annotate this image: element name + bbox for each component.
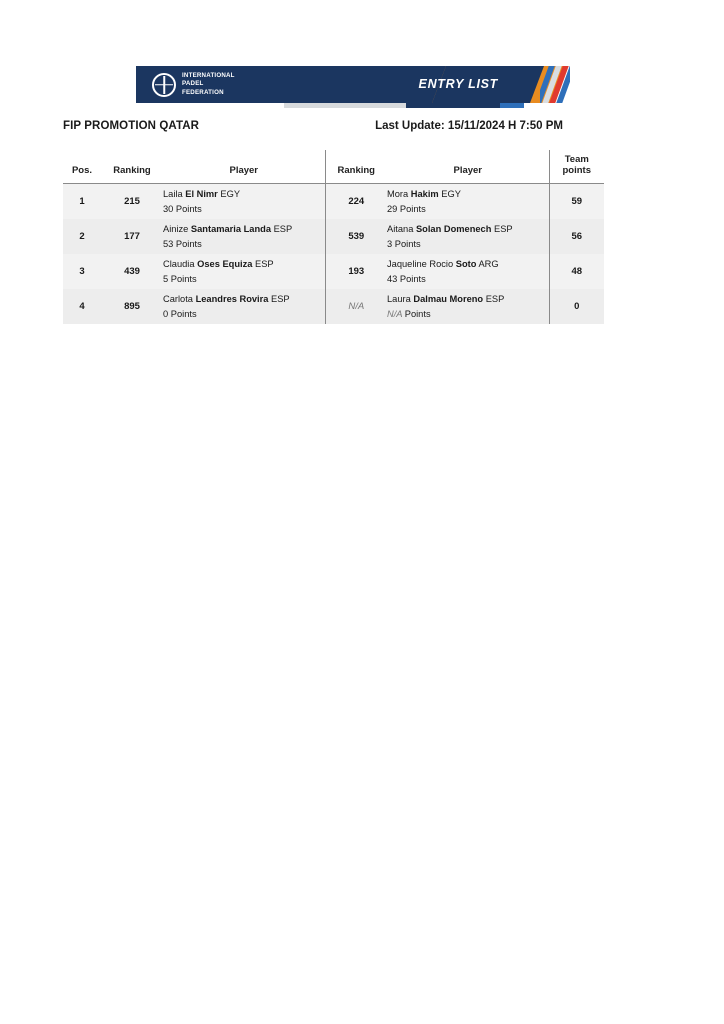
page-title: FIP PROMOTION QATAR <box>63 120 200 132</box>
row-ranking-player2: N/A <box>325 289 387 324</box>
row-ranking-player2: 224 <box>325 184 387 220</box>
player2-points: 3 Points <box>387 238 421 249</box>
ipf-logo <box>152 72 235 97</box>
player2-points-value: N/A <box>387 308 403 319</box>
row-player2 <box>387 254 549 289</box>
row-player1 <box>163 184 325 220</box>
title-row <box>63 120 563 132</box>
row-team-points: 56 <box>549 219 604 254</box>
entry-list-table <box>63 150 604 324</box>
player2-nationality: ESP <box>485 294 505 305</box>
player1-surname: Leandres Rovira <box>195 294 269 305</box>
row-position: 1 <box>79 196 85 207</box>
row-team-points: 48 <box>549 254 604 289</box>
player2-first-name: Jaqueline Rocio <box>387 259 454 270</box>
player2-name <box>387 257 549 271</box>
banner-underline <box>136 103 524 108</box>
table-row <box>63 219 604 254</box>
player2-name <box>387 187 549 201</box>
player2-points: 43 Points <box>387 273 426 284</box>
entry-list-table-wrapper <box>63 150 604 324</box>
globe-icon <box>152 73 176 97</box>
column-header-pos: Pos. <box>63 150 101 184</box>
player1-first-name: Laila <box>163 189 183 200</box>
player1-points: 5 Points <box>163 273 197 284</box>
column-header-player-2: Player <box>387 150 549 184</box>
row-player2 <box>387 289 549 324</box>
player2-nationality: ARG <box>478 259 499 270</box>
player1-surname: Oses Equiza <box>197 259 253 270</box>
row-team-points: 59 <box>549 184 604 220</box>
row-player1 <box>163 219 325 254</box>
entry-list-banner <box>136 66 524 110</box>
row-ranking-player1: 895 <box>124 301 140 312</box>
player2-points <box>387 307 549 321</box>
row-player2 <box>387 184 549 220</box>
ipf-logo-text <box>182 72 235 97</box>
player1-name <box>163 292 325 306</box>
table-header-row <box>63 150 604 184</box>
ipf-logo-line2: PADEL <box>182 80 204 88</box>
row-position: 3 <box>79 266 85 277</box>
table-row <box>63 289 604 324</box>
entry-list-label: ENTRY LIST <box>418 77 498 91</box>
player1-surname: Santamaria Landa <box>190 224 272 235</box>
row-team-points: 0 <box>549 289 604 324</box>
table-row <box>63 254 604 289</box>
player2-points: 29 Points <box>387 203 426 214</box>
team-points-line1: Team <box>564 154 589 165</box>
ipf-logo-line3: FEDERATION <box>182 88 224 96</box>
row-position: 4 <box>79 301 85 312</box>
table-row <box>63 184 604 220</box>
row-ranking-player1: 215 <box>124 196 140 207</box>
column-header-ranking-2: Ranking <box>325 150 387 184</box>
row-player1 <box>163 289 325 324</box>
player1-nationality: ESP <box>255 259 274 270</box>
player1-points: 53 Points <box>163 238 202 249</box>
player1-first-name: Claudia <box>163 259 195 270</box>
row-ranking-player1: 439 <box>124 266 140 277</box>
player2-nationality: ESP <box>494 224 513 235</box>
player2-nationality: EGY <box>441 189 461 200</box>
column-header-ranking-1: Ranking <box>101 150 163 184</box>
player1-surname: El Nimr <box>185 189 218 200</box>
player1-points: 0 Points <box>163 308 197 319</box>
row-player1 <box>163 254 325 289</box>
ipf-logo-line1: INTERNATIONAL <box>182 72 235 79</box>
player1-nationality: ESP <box>271 294 290 305</box>
player1-name <box>163 257 325 271</box>
player1-points: 30 Points <box>163 203 202 214</box>
player1-first-name: Ainize <box>163 224 189 235</box>
player2-name <box>387 222 549 236</box>
player2-first-name: Aitana <box>387 224 414 235</box>
player2-first-name: Laura <box>387 294 411 305</box>
player2-surname: Hakim <box>410 189 439 200</box>
column-header-player-1: Player <box>163 150 325 184</box>
player1-nationality: ESP <box>273 224 293 235</box>
banner-stripes <box>540 66 570 103</box>
player1-nationality: EGY <box>220 189 241 200</box>
player1-first-name: Carlota <box>163 294 193 305</box>
row-ranking-player1: 177 <box>124 231 140 242</box>
player2-surname: Dalmau Moreno <box>413 294 484 305</box>
player2-surname: Solan Domenech <box>415 224 492 235</box>
table-header <box>63 150 604 184</box>
player2-surname: Soto <box>455 259 477 270</box>
row-ranking-player2: 539 <box>325 219 387 254</box>
player1-name <box>163 222 325 236</box>
team-points-line2: points <box>562 165 591 176</box>
row-player2 <box>387 219 549 254</box>
row-ranking-player2: 193 <box>325 254 387 289</box>
player1-name <box>163 187 325 201</box>
column-header-team-points <box>549 150 604 184</box>
player2-first-name: Mora <box>387 189 409 200</box>
last-update-text: Last Update: 15/11/2024 H 7:50 PM <box>375 120 563 132</box>
row-position: 2 <box>79 231 85 242</box>
player2-name <box>387 292 549 306</box>
table-body <box>63 184 604 325</box>
player2-points-units: Points <box>404 308 431 319</box>
